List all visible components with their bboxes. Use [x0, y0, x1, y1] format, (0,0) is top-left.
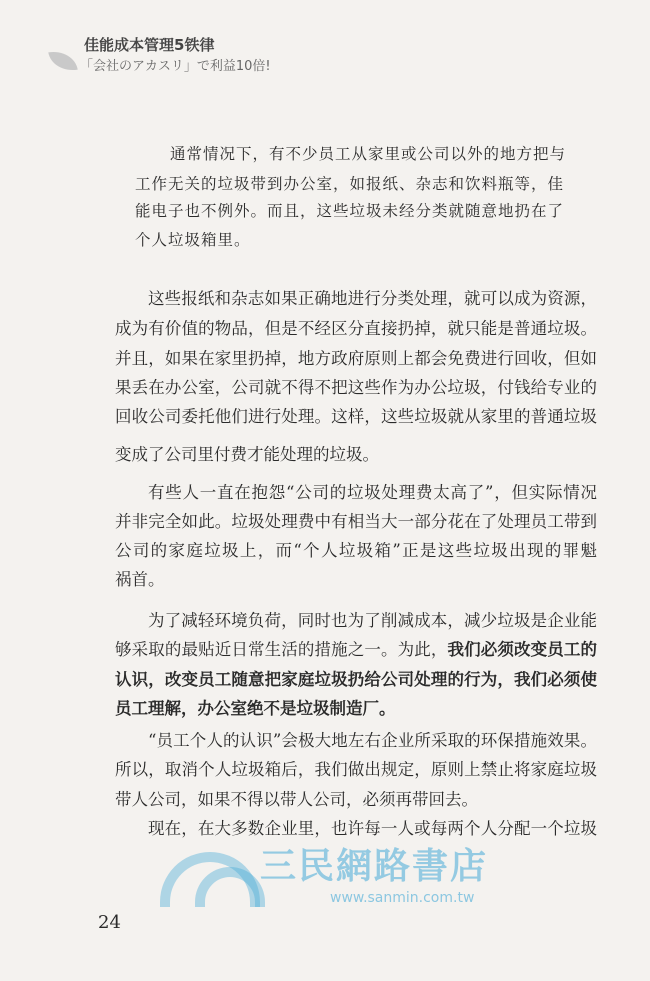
body-text-segment: 够采取的最贴近日常生活的措施之一。为此， — [115, 640, 448, 659]
body-line: 成为有价值的物品，但是不经区分直接扔掉，就只能是普通垃圾。 — [115, 319, 597, 338]
body-line: 回收公司委托他们进行处理。这样，这些垃圾就从家里的普通垃圾 — [115, 407, 597, 426]
watermark-name: 三民網路書店 — [260, 846, 489, 887]
body-line: 并非完全如此。垃圾处理费中有相当大一部分花在了处理员工带到 — [115, 512, 597, 531]
body-line: 所以，取消个人垃圾箱后，我们做出规定，原则上禁止将家庭垃圾 — [115, 760, 597, 779]
running-header-title: 佳能成本管理5铁律 — [84, 36, 215, 54]
body-line — [115, 639, 597, 661]
quote-line: 个人垃圾箱里。 — [135, 231, 251, 249]
body-line: 并且，如果在家里扔掉，地方政府原则上都会免费进行回收，但如 — [115, 349, 597, 368]
body-line: 这些报纸和杂志如果正确地进行分类处理，就可以成为资源， — [148, 289, 597, 308]
bold-body-line: 员工理解，办公室绝不是垃圾制造厂。 — [115, 699, 396, 718]
bold-body-line: 认识，改变员工随意把家庭垃圾扔给公司处理的行为，我们必须使 — [115, 670, 597, 689]
running-header-subtitle: 「会社のアカスリ」で利益10倍! — [80, 59, 271, 74]
watermark-url: www.sanmin.com.tw — [330, 890, 475, 906]
body-line: 为了减轻环境负荷，同时也为了削减成本，减少垃圾是企业能 — [148, 611, 597, 630]
page-number: 24 — [98, 912, 121, 933]
quote-line: 通常情况下，有不少员工从家里或公司以外的地方把与 — [170, 145, 567, 163]
body-line: 祸首。 — [115, 570, 165, 589]
body-line: 果丢在办公室，公司就不得不把这些作为办公垃圾，付钱给专业的 — [115, 378, 597, 397]
body-line: 有些人一直在抱怨“公司的垃圾处理费太高了”，但实际情况 — [148, 483, 597, 502]
bold-text-segment: 我们必须改变员工的 — [447, 640, 597, 659]
body-line: “员工个人的认识”会极大地左右企业所采取的环保措施效果。 — [148, 731, 597, 750]
leaf-logo-icon — [48, 48, 77, 74]
quote-line: 工作无关的垃圾带到办公室，如报纸、杂志和饮料瓶等，佳 — [135, 175, 565, 193]
body-line: 变成了公司里付费才能处理的垃圾。 — [115, 445, 379, 464]
body-line: 带人公司，如果不得以带人公司，必须再带回去。 — [115, 790, 478, 809]
body-line: 现在，在大多数企业里，也许每一人或每两个人分配一个垃圾 — [148, 819, 597, 838]
quote-line: 能电子也不例外。而且，这些垃圾未经分类就随意地扔在了 — [135, 202, 565, 220]
body-line: 公司的家庭垃圾上，而“个人垃圾箱”正是这些垃圾出现的罪魁 — [115, 541, 597, 560]
